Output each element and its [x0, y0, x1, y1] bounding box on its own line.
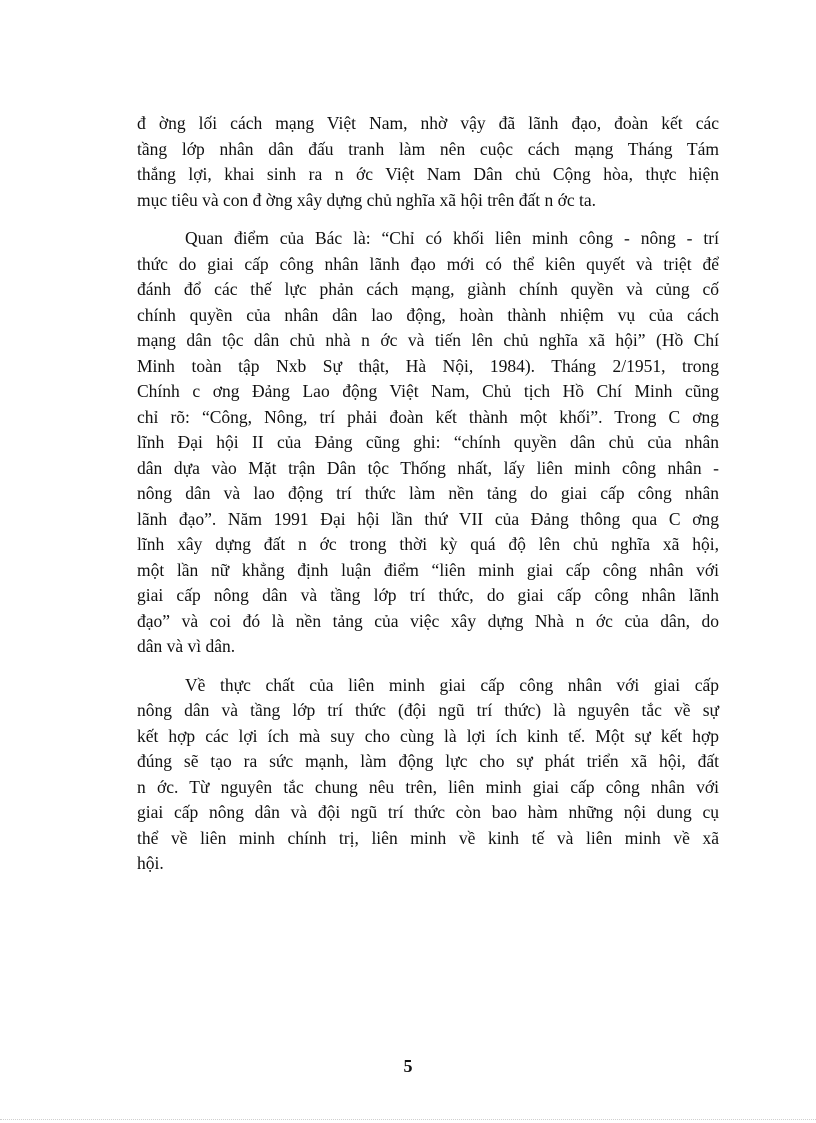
- text-line: thắng lợi, khai sinh ra n ớc Việt Nam Dân chủ Cộng hòa, thực hiện: [137, 164, 719, 184]
- text-line: lĩnh Đại hội II của Đảng cũng ghi: “chính quyền dân chủ của nhân: [137, 432, 719, 452]
- paragraph: [137, 111, 719, 213]
- text-line: giai cấp nông dân và đội ngũ trí thức còn bao hàm những nội dung cụ: [137, 802, 719, 822]
- text-line: một lần nữ khẳng định luận điểm “liên minh giai cấp công nhân với: [137, 559, 719, 580]
- text-line: kết hợp các lợi ích mà suy cho cùng là lợi ích kinh tế. Một sự kết hợp: [137, 725, 719, 746]
- text-line: Chính c ơng Đảng Lao động Việt Nam, Chủ tịch Hồ Chí Minh cũng: [137, 381, 719, 401]
- text-line: lĩnh xây dựng đất n ớc trong thời kỳ quá độ lên chủ nghĩa xã hội,: [137, 534, 719, 554]
- text-line: đánh đổ các thế lực phản cách mạng, giành chính quyền và củng cố: [137, 279, 719, 299]
- page-number: 5: [403, 1056, 413, 1076]
- text-line: dân dựa vào Mặt trận Dân tộc Thống nhất, lấy liên minh công nhân -: [137, 457, 719, 478]
- text-line: chính quyền của nhân dân lao động, hoàn thành nhiệm vụ của cách: [137, 304, 719, 325]
- text-line: hội.: [137, 853, 164, 873]
- text-line: mạng dân tộc dân chủ nhà n ớc và tiến lên chủ nghĩa xã hội” (Hồ Chí: [137, 330, 719, 350]
- text-line: nông dân và lao động trí thức làm nền tảng do giai cấp công nhân: [137, 483, 719, 503]
- text-line: đạo” và coi đó là nền tảng của việc xây dựng Nhà n ớc của dân, do: [137, 610, 719, 631]
- paragraph: [137, 226, 719, 660]
- text-line: mục tiêu và con đ ờng xây dựng chủ nghĩa xã hội trên đất n ớc ta.: [137, 189, 597, 210]
- text-line: chỉ rõ: “Công, Nông, trí phải đoàn kết thành một khối”. Trong C ơng: [137, 406, 719, 427]
- text-line: nông dân và tầng lớp trí thức (đội ngũ trí thức) là nguyên tắc về sự: [137, 700, 719, 720]
- body-text: [137, 111, 719, 877]
- text-line: Quan điểm của Bác là: “Chỉ có khối liên minh công - nông - trí: [185, 228, 719, 248]
- text-line: đ ờng lối cách mạng Việt Nam, nhờ vậy đã lãnh đạo, đoàn kết các: [137, 113, 719, 133]
- text-line: lãnh đạo”. Năm 1991 Đại hội lần thứ VII của Đảng thông qua C ơng: [137, 508, 719, 529]
- text-line: tầng lớp nhân dân đấu tranh làm nên cuộc cách mạng Tháng Tám: [137, 138, 719, 159]
- text-line: đúng sẽ tạo ra sức mạnh, làm động lực cho sự phát triển xã hội, đất: [137, 751, 719, 771]
- text-line: dân và vì dân.: [137, 636, 236, 656]
- text-line: n ớc. Từ nguyên tắc chung nêu trên, liên minh giai cấp công nhân với: [137, 776, 719, 797]
- text-line: thức do giai cấp công nhân lãnh đạo mới có thể kiên quyết và triệt để: [137, 253, 719, 274]
- text-line: Minh toàn tập Nxb Sự thật, Hà Nội, 1984). Tháng 2/1951, trong: [137, 355, 719, 376]
- text-line: thể về liên minh chính trị, liên minh về kinh tế và liên minh về xã: [137, 827, 719, 848]
- text-line: Về thực chất của liên minh giai cấp công nhân với giai cấp: [185, 674, 719, 695]
- text-line: giai cấp nông dân và tầng lớp trí thức, do giai cấp công nhân lãnh: [137, 585, 719, 605]
- page-bottom-divider: [0, 1119, 816, 1120]
- paragraph: [137, 673, 719, 877]
